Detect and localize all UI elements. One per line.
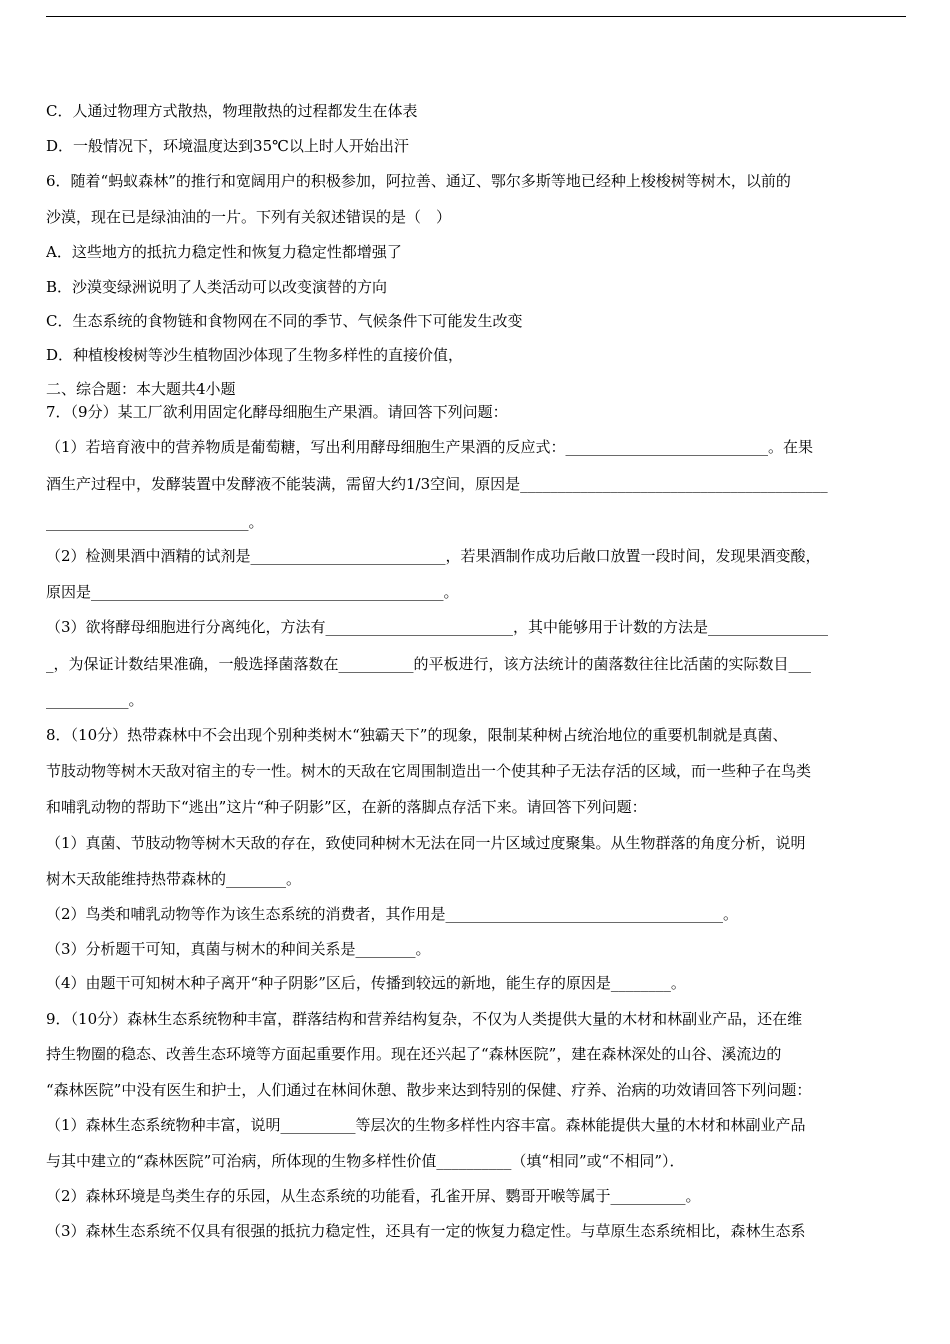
option-d-q6: D．种植梭梭树等沙生植物固沙体现了生物多样性的直接价值， (46, 346, 464, 364)
q9-part1-cont: 与其中建立的“森林医院”可治病，所体现的生物多样性价值__________（填“相同”或“不相同”）． (46, 1152, 685, 1170)
q7-part3-cont: _，为保证计数结果准确，一般选择菌落数在__________的平板进行，该方法统计的菌落数往往比活菌的实际数目___ (46, 655, 812, 673)
question-8-stem: 8．（10分）热带森林中不会出现个别种类树木“独霸天下”的现象，限制某种树占统治地位的重要机制就是真菌、 (46, 726, 788, 744)
option-c-q6: C．生态系统的食物链和食物网在不同的季节、气候条件下可能发生改变 (46, 312, 523, 330)
q9-part3: （3）森林生态系统不仅具有很强的抵抗力稳定性，还具有一定的恢复力稳定性。与草原生态系统相比，森林生态系 (46, 1222, 806, 1240)
section-heading: 二、综合题：本大题共4小题 (46, 380, 236, 398)
q8-part1-cont: 树木天敌能维持热带森林的________。 (46, 870, 302, 888)
question-6-stem: 6．随着“蚂蚁森林”的推行和宽阔用户的积极参加，阿拉善、通辽、鄂尔多斯等地已经种上梭梭树等树木，以前的 (46, 172, 791, 190)
question-9-stem: 9．（10分）森林生态系统物种丰富，群落结构和营养结构复杂，不仅为人类提供大量的木材和林副业产品，还在维 (46, 1010, 803, 1028)
q7-part2-cont: 原因是_______________________________________________。 (46, 583, 459, 601)
option-b-q6: B．沙漠变绿洲说明了人类活动可以改变演替的方向 (46, 278, 388, 296)
option-d-q5: D．一般情况下，环境温度达到35℃以上时人开始出汗 (46, 137, 409, 155)
q8-part2: （2）鸟类和哺乳动物等作为该生态系统的消费者，其作用是_____________________________________。 (46, 905, 739, 923)
q9-part1: （1）森林生态系统物种丰富，说明__________等层次的生物多样性内容丰富。森林能提供大量的木材和林副业产品 (46, 1116, 806, 1134)
option-a-q6: A．这些地方的抵抗力稳定性和恢复力稳定性都增强了 (46, 243, 402, 261)
question-9-stem-cont-2: “森林医院”中没有医生和护士，人们通过在林间休憩、散步来达到特别的保健、疗养、治病的功效请回答下列问题： (46, 1081, 812, 1099)
question-8-stem-cont-1: 节肢动物等树木天敌对宿主的专一性。树木的天敌在它周围制造出一个使其种子无法存活的区域，而一些种子在鸟类 (46, 762, 812, 780)
question-7-stem: 7．（9分）某工厂欲利用固定化酵母细胞生产果酒。请回答下列问题： (46, 403, 508, 421)
q7-part1-blank: ___________________________。 (46, 513, 264, 531)
q7-part1: （1）若培育液中的营养物质是葡萄糖，写出利用酵母细胞生产果酒的反应式：___________________________。在果 (46, 438, 814, 456)
question-9-stem-cont-1: 持生物圈的稳态、改善生态环境等方面起重要作用。现在还兴起了“森林医院”，建在森林深处的山谷、溪流边的 (46, 1045, 782, 1063)
question-8-stem-cont-2: 和哺乳动物的帮助下“逃出”这片“种子阴影”区，在新的落脚点存活下来。请回答下列问题： (46, 798, 647, 816)
q8-part3: （3）分析题干可知，真菌与树木的种间关系是________。 (46, 940, 431, 958)
question-6-stem-cont: 沙漠，现在已是绿油油的一片。下列有关叙述错误的是（ ） (46, 208, 452, 226)
q8-part1: （1）真菌、节肢动物等树木天敌的存在，致使同种树木无法在同一片区域过度聚集。从生物群落的角度分析，说明 (46, 834, 806, 852)
q7-part3: （3）欲将酵母细胞进行分离纯化，方法有_________________________，其中能够用于计数的方法是________________ (46, 618, 829, 636)
q7-part2: （2）检测果酒中酒精的试剂是__________________________，若果酒制作成功后敞口放置一段时间，发现果酒变酸， (46, 547, 821, 565)
header-rule (46, 16, 906, 17)
q7-part1-cont: 酒生产过程中，发酵装置中发酵液不能装满，需留大约1/3空间，原因是_________________________________________ (46, 475, 828, 493)
q7-part3-blank: ___________。 (46, 691, 144, 709)
option-c-q5: C．人通过物理方式散热，物理散热的过程都发生在体表 (46, 102, 418, 120)
q9-part2: （2）森林环境是鸟类生存的乐园，从生态系统的功能看，孔雀开屏、鹦哥开喉等属于__________。 (46, 1187, 701, 1205)
q8-part4: （4）由题干可知树木种子离开“种子阴影”区后，传播到较远的新地，能生存的原因是________。 (46, 974, 686, 992)
